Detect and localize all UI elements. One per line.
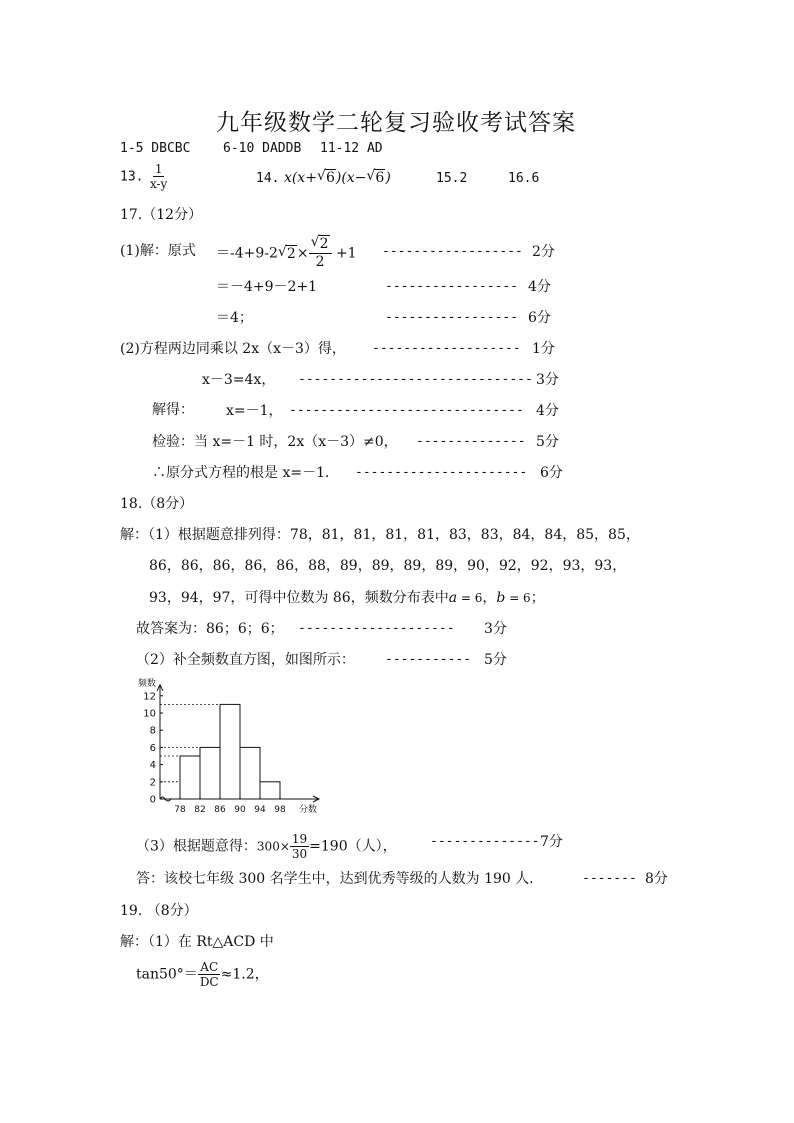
q13-label: 13. bbox=[120, 169, 144, 185]
y-tick-label: 0 bbox=[149, 794, 156, 806]
y-tick-label: 10 bbox=[143, 708, 156, 720]
q17-sqrt-2 bbox=[278, 245, 297, 263]
q18-line2: 86，86，86，86，86，88，89，89，89，89，90，92，92，93，93， bbox=[149, 558, 627, 574]
q17-heading: 17.（12分） bbox=[120, 207, 203, 223]
q17-p1-line2-score: 4分 bbox=[528, 279, 551, 295]
y-tick-label: 2 bbox=[149, 777, 156, 789]
q17-fraction-radicand: 2 bbox=[319, 236, 329, 252]
q18-line7: 答：该校七年级 300 名学生中，达到优秀等级的人数为 190 人． bbox=[136, 871, 544, 887]
q14-open: (x+ bbox=[291, 170, 317, 186]
q18-var-a: a bbox=[448, 590, 458, 606]
fill-answers-row bbox=[120, 162, 169, 191]
q18-line4-dash: -------------------- bbox=[298, 621, 455, 636]
mc-answers-1-5: 1-5 DBCBC bbox=[120, 141, 191, 156]
q18-val-b: = 6 bbox=[505, 591, 531, 605]
q14-radicand-2: 6 bbox=[375, 170, 385, 186]
q17-p2-line1-dash: ------------------- bbox=[372, 341, 521, 356]
q14-answer bbox=[256, 169, 391, 188]
q17-p2-line5-score: 6分 bbox=[540, 465, 563, 481]
q16-answer: 16.6 bbox=[508, 171, 540, 186]
histogram-bar bbox=[220, 704, 240, 799]
q18-var-b: b bbox=[496, 590, 506, 606]
q17-p2-line2-score: 3分 bbox=[536, 372, 559, 388]
q17-fraction-den: 2 bbox=[315, 254, 325, 270]
q17-p2-line2-dash: ------------------------------ bbox=[298, 372, 533, 387]
q17-p1-line3-dash: ----------------- bbox=[385, 310, 519, 325]
q18-line5: （2）补全频数直方图，如图所示： bbox=[136, 652, 355, 668]
q17-p2-line1-score: 1分 bbox=[532, 341, 555, 357]
q18-sep: ， bbox=[482, 590, 497, 606]
q18-fraction bbox=[290, 832, 309, 861]
q17-fraction-num bbox=[309, 236, 332, 254]
q17-p1-line3-score: 6分 bbox=[528, 310, 551, 326]
mc-answers-11-12: 11-12 AD bbox=[320, 141, 383, 156]
q14-mid: )(x− bbox=[335, 170, 367, 186]
q14-sqrt-1 bbox=[317, 169, 336, 187]
q19-fraction bbox=[198, 960, 221, 989]
mc-answers-6-10: 6-10 DADDB bbox=[223, 141, 302, 156]
q17-p1-expr-a: ＝-4+9-2 bbox=[216, 245, 278, 262]
x-tick-label: 90 bbox=[234, 805, 246, 815]
y-tick-label: 6 bbox=[149, 742, 156, 754]
histogram-bar bbox=[200, 747, 220, 799]
q13-denominator: x-y bbox=[149, 177, 168, 191]
q17-fraction-sqrt bbox=[311, 236, 330, 253]
x-tick-label: 94 bbox=[254, 805, 266, 815]
q19-fraction-num: AC bbox=[200, 960, 219, 974]
q18-line4: 故答案为：86；6；6； bbox=[136, 621, 284, 637]
histogram-bar bbox=[260, 782, 280, 799]
q17-p1-dash: ------------------ bbox=[382, 244, 523, 259]
q13-fraction bbox=[148, 162, 169, 191]
q17-p2-line2: x－3=4x， bbox=[202, 372, 276, 388]
q19-line1: 解：（1）在 Rt△ACD 中 bbox=[120, 934, 274, 950]
q18-line6 bbox=[136, 832, 397, 861]
q18-line6-dash: -------------- bbox=[430, 834, 540, 849]
q14-label: 14. bbox=[256, 171, 280, 186]
q17-p1-score: 2分 bbox=[532, 244, 555, 260]
q18-fraction-den: 30 bbox=[291, 847, 308, 861]
y-tick-label: 8 bbox=[149, 725, 156, 737]
q18-fraction-num: 19 bbox=[291, 832, 308, 846]
q17-p2-line4: 检验：当 x=－1 时，2x（x－3）≠0， bbox=[152, 434, 398, 450]
q17-p1-label: (1)解：原式 bbox=[120, 243, 196, 259]
q19-heading: 19. （8分） bbox=[120, 903, 198, 919]
q19-tan: tan50°＝ bbox=[136, 966, 198, 983]
q17-times: × bbox=[296, 245, 309, 262]
q17-p2-line3-dash: ------------------------------ bbox=[289, 403, 524, 418]
q18-line4-score: 3分 bbox=[484, 621, 507, 637]
frequency-histogram bbox=[128, 676, 348, 818]
q17-p1-line3: ＝4； bbox=[216, 310, 253, 326]
q17-p2-line3-score: 4分 bbox=[536, 403, 559, 419]
q18-line5-dash: ----------- bbox=[385, 652, 472, 667]
q18-result: =190（人）， bbox=[309, 838, 397, 855]
histogram-bars bbox=[180, 704, 280, 799]
q13-numerator: 1 bbox=[154, 162, 163, 176]
histogram-bar bbox=[180, 756, 200, 799]
q17-p1-line2: ＝－4+9－2+1 bbox=[216, 279, 318, 295]
q15-answer: 15.2 bbox=[436, 171, 468, 186]
q17-p2-line1: (2)方程两边同乘以 2x（x－3）得， bbox=[120, 341, 346, 357]
q14-close: ) bbox=[385, 170, 391, 186]
q14-x: x bbox=[283, 170, 292, 186]
q17-p2-line3: x=－1， bbox=[226, 403, 283, 419]
q17-p1-line1 bbox=[216, 236, 357, 271]
x-axis-label: 分数 bbox=[298, 805, 318, 815]
q18-line6-text: （3）根据题意得： bbox=[136, 838, 257, 855]
y-tick-label: 12 bbox=[143, 691, 156, 703]
q17-fraction bbox=[309, 236, 332, 271]
x-tick-label: 98 bbox=[274, 805, 286, 815]
q18-heading: 18.（8分） bbox=[120, 496, 194, 512]
histogram-bar bbox=[240, 747, 260, 799]
q17-p2-line5-dash: ---------------------- bbox=[355, 465, 528, 480]
q18-line7-dash: ------- bbox=[582, 871, 637, 886]
q19-result: ≈1.2， bbox=[220, 966, 269, 983]
q19-line2 bbox=[136, 960, 269, 989]
q18-end: ； bbox=[530, 590, 545, 606]
q17-p1-line2-dash: ----------------- bbox=[385, 279, 519, 294]
q17-p1-tail: +1 bbox=[335, 245, 357, 262]
x-tick-label: 78 bbox=[174, 805, 186, 815]
y-tick-label: 4 bbox=[149, 760, 156, 772]
q18-val-a: = 6 bbox=[457, 591, 483, 605]
q14-radicand-1: 6 bbox=[325, 170, 335, 186]
q18-line3 bbox=[149, 589, 545, 607]
x-tick-label: 82 bbox=[194, 805, 206, 815]
q18-line6-score: 7分 bbox=[540, 834, 563, 850]
x-tick-label: 86 bbox=[214, 805, 226, 815]
q18-line7-score: 8分 bbox=[645, 871, 668, 887]
q14-sqrt-2 bbox=[366, 169, 385, 187]
q18-line1: 解：（1）根据题意排列得：78，81，81，81，81，83，83，84，84，85，85， bbox=[120, 527, 640, 543]
q17-radicand: 2 bbox=[286, 245, 296, 262]
y-axis-label: 频数 bbox=[138, 678, 157, 689]
q18-coef: 300× bbox=[256, 839, 290, 854]
q18-line5-score: 5分 bbox=[484, 652, 507, 668]
q17-p2-line5: ∴原分式方程的根是 x=－1． bbox=[152, 465, 339, 481]
q17-p2-line4-dash: -------------- bbox=[416, 434, 526, 449]
q18-line3-text: 93，94，97，可得中位数为 86，频数分布表中 bbox=[149, 590, 449, 606]
page-title: 九年级数学二轮复习验收考试答案 bbox=[216, 110, 576, 136]
q17-p2-line4-score: 5分 bbox=[536, 434, 559, 450]
q17-p2-line3-label: 解得： bbox=[152, 402, 194, 418]
q19-fraction-den: DC bbox=[199, 975, 219, 989]
